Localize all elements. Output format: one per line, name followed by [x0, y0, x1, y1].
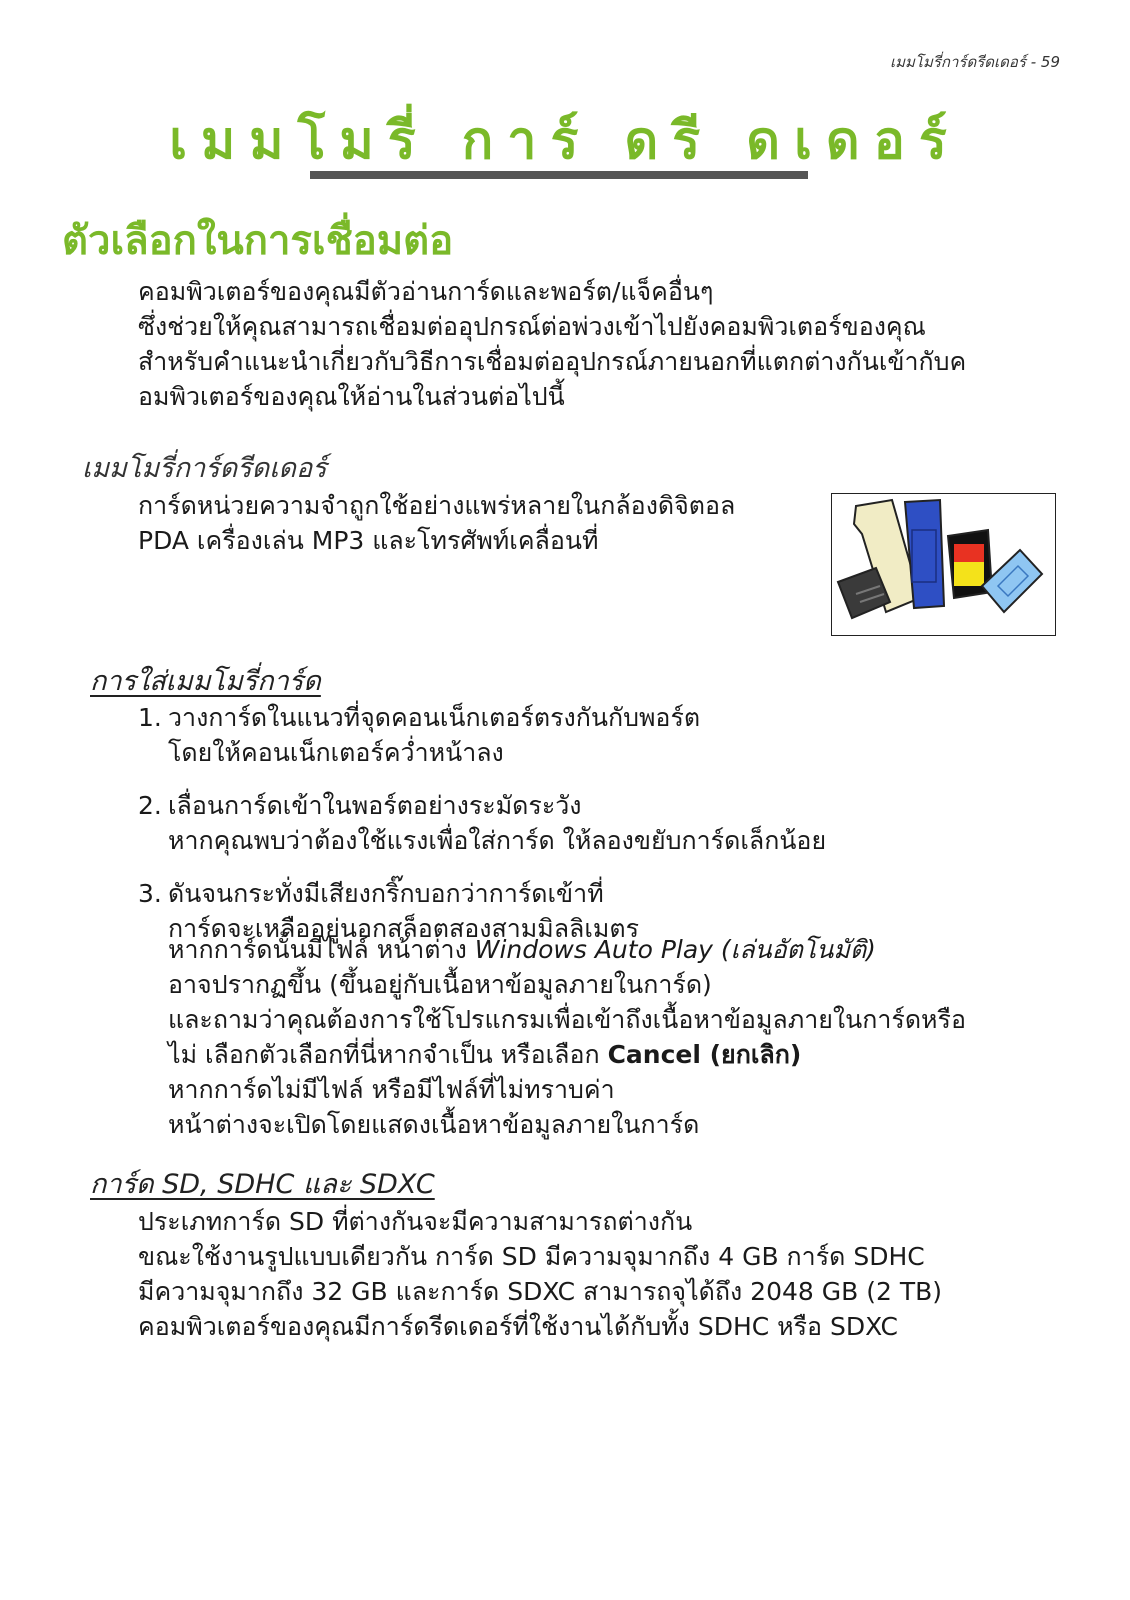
- intro-line: คอมพิวเตอร์ของคุณมีตัวอ่านการ์ดและพอร์ต/แจ็คอื่นๆ: [138, 277, 714, 306]
- insert-steps-list: [138, 700, 826, 964]
- note-text: ไม่ เลือกตัวเลือกที่นี่หากจำเป็น หรือเลือก: [168, 1040, 608, 1069]
- step-number: 3.: [138, 879, 162, 908]
- intro-line: ซึ่งช่วยให้คุณสามารถเชื่อมต่ออุปกรณ์ต่อพ่วงเข้าไปยังคอมพิวเตอร์ของคุณ: [138, 312, 926, 341]
- sd-heading: การ์ด SD, SDHC และ SDXC: [90, 1169, 435, 1200]
- step-line: วางการ์ดในแนวที่จุดคอนเน็กเตอร์ตรงกันกับพอร์ต: [168, 703, 701, 732]
- cancel-label: Cancel (ยกเลิก): [607, 1040, 802, 1069]
- intro-line: อมพิวเตอร์ของคุณให้อ่านในส่วนต่อไปนี้: [138, 382, 565, 411]
- note-line: หน้าต่างจะเปิดโดยแสดงเนื้อหาข้อมูลภายในการ์ด: [168, 1110, 700, 1139]
- chapter-title: เมมโมรี่ การ์ ดรี ดเดอร์: [169, 111, 961, 171]
- section-title: ตัวเลือกในการเชื่อมต่อ: [62, 218, 454, 264]
- note-line: [168, 1037, 966, 1072]
- sd-line: ประเภทการ์ด SD ที่ต่างกันจะมีความสามารถต่างกัน: [138, 1207, 693, 1236]
- step-line: ดันจนกระทั่งมีเสียงกริ๊กบอกว่าการ์ดเข้าที่: [168, 879, 604, 908]
- intro-line: สำหรับคำแนะนำเกี่ยวกับวิธีการเชื่อมต่ออุปกรณ์ภายนอกที่แตกต่างกันเข้ากับค: [138, 347, 967, 376]
- sd-line: มีความจุมากถึง 32 GB และการ์ด SDXC สามารถจุได้ถึง 2048 GB (2 TB): [138, 1277, 943, 1306]
- insert-heading: การใส่เมมโมรี่การ์ด: [90, 666, 321, 697]
- step-number: 1.: [138, 703, 162, 732]
- step-line: โดยให้คอนเน็กเตอร์คว่ำหน้าลง: [168, 738, 504, 767]
- memory-cards-icon: [832, 494, 1055, 635]
- title-divider: [310, 171, 808, 179]
- step-line: การ์ดจะเหลืออยู่นอกสล็อตสองสามมิลลิเมตร: [168, 914, 640, 943]
- note-line: อาจปรากฏขึ้น (ขึ้นอยู่กับเนื้อหาข้อมูลภายในการ์ด): [168, 970, 712, 999]
- list-item: [138, 788, 826, 858]
- list-item: [138, 700, 826, 770]
- autoplay-note: [168, 932, 966, 1142]
- autoplay-window-name: Windows Auto Play (เล่นอัตโนมัติ): [474, 935, 876, 964]
- reader-line: การ์ดหน่วยความจำถูกใช้อย่างแพร่หลายในกล้องดิจิตอล: [138, 491, 736, 520]
- note-text: หากการ์ดนั้นมีไฟล์ หน้าต่าง: [168, 935, 475, 964]
- note-line: [168, 932, 966, 967]
- step-line: เลื่อนการ์ดเข้าในพอร์ตอย่างระมัดระวัง: [168, 791, 582, 820]
- reader-heading: เมมโมรี่การ์ดรีดเดอร์: [82, 453, 327, 484]
- sd-paragraph: [138, 1204, 942, 1344]
- sd-line: ขณะใช้งานรูปแบบเดียวกัน การ์ด SD มีความจุมากถึง 4 GB การ์ด SDHC: [138, 1242, 925, 1271]
- reader-paragraph: [138, 488, 735, 558]
- note-line: หากการ์ดไม่มีไฟล์ หรือมีไฟล์ที่ไม่ทราบค่า: [168, 1075, 615, 1104]
- step-line: หากคุณพบว่าต้องใช้แรงเพื่อใส่การ์ด ให้ลองขยับการ์ดเล็กน้อย: [168, 826, 827, 855]
- sd-line: คอมพิวเตอร์ของคุณมีการ์ดรีดเดอร์ที่ใช้งานได้กับทั้ง SDHC หรือ SDXC: [138, 1312, 898, 1341]
- step-number: 2.: [138, 791, 162, 820]
- reader-line: PDA เครื่องเล่น MP3 และโทรศัพท์เคลื่อนที่: [138, 526, 599, 555]
- memory-cards-illustration: [831, 493, 1056, 636]
- intro-paragraph: [138, 274, 966, 414]
- page-header: เมมโมรี่การ์ดรีดเดอร์ - 59: [890, 53, 1060, 71]
- note-line: และถามว่าคุณต้องการใช้โปรแกรมเพื่อเข้าถึงเนื้อหาข้อมูลภายในการ์ดหรือ: [168, 1005, 966, 1034]
